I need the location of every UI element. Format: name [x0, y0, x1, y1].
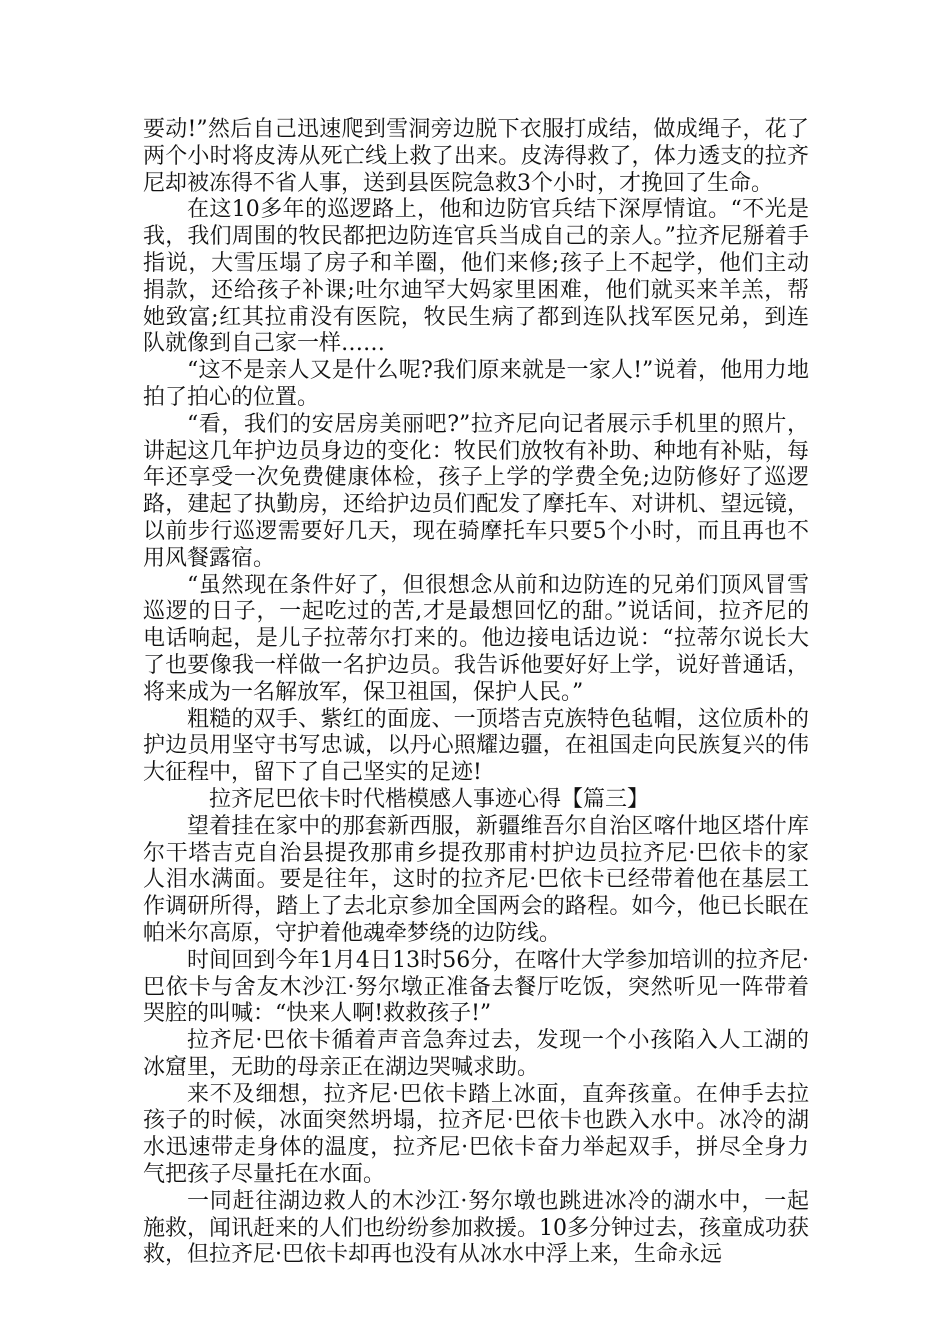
paragraph-conclusion: 粗糙的双手、紫红的面庞、一顶塔吉克族特色毡帽，这位质朴的护边员用坚守书写忠诚，以丹心照耀边疆，在祖国走向民族复兴的伟大征程中，留下了自己坚实的足迹! — [143, 706, 809, 786]
paragraph-new-housing: “看，我们的安居房美丽吧?”拉齐尼向记者展示手机里的照片，讲起这几年护边员身边的变化：牧民们放牧有补助、种地有补贴，每年还享受一次免费健康体检，孩子上学的学费全免;边防修好了巡逻路，建起了执勤房，还给护边员们配发了摩托车、对讲机、望远镜，以前步行巡逻需要好几天，现在骑摩托车只要5个小时，而且再也不用风餐露宿。 — [143, 411, 809, 571]
paragraph-patrol-friendship: 在这10多年的巡逻路上，他和边防官兵结下深厚情谊。“不光是我，我们周围的牧民都把边防连官兵当成自己的亲人。”拉齐尼掰着手指说，大雪压塌了房子和羊圈，他们来修;孩子上不起学，他们主动捐款，还给孩子补课;吐尔迪罕大妈家里困难，他们就买来羊羔，帮她致富;红其拉甫没有医院，牧民生病了都到连队找军医兄弟，到连队就像到自己家一样…… — [143, 197, 809, 357]
paragraph-new-suit: 望着挂在家中的那套新西服，新疆维吾尔自治区喀什地区塔什库尔干塔吉克自治县提孜那甫乡提孜那甫村护边员拉齐尼·巴依卡的家人泪水满面。要是往年，这时的拉齐尼·巴依卡已经带着他在基层工作调研所得，踏上了去北京参加全国两会的路程。如今，他已长眠在帕米尔高原，守护着他魂牵梦绕的边防线。 — [143, 813, 809, 946]
document-page — [143, 117, 809, 1269]
paragraph-family-quote: “这不是亲人又是什么呢?我们原来就是一家人!”说着，他用力地拍了拍心的位置。 — [143, 358, 809, 410]
paragraph-ice-rescue: 来不及细想，拉齐尼·巴依卡踏上冰面，直奔孩童。在伸手去拉孩子的时候，冰面突然坍塌，拉齐尼·巴依卡也跌入水中。冰冷的湖水迅速带走身体的温度，拉齐尼·巴依卡奋力举起双手，拼尽全身力气把孩子尽量托在水面。 — [143, 1081, 809, 1188]
paragraph-rushing: 拉齐尼·巴依卡循着声音急奔过去，发现一个小孩陷入人工湖的冰窟里，无助的母亲正在湖边哭喊求助。 — [143, 1028, 809, 1080]
paragraph-phone-call: “虽然现在条件好了，但很想念从前和边防连的兄弟们顶风冒雪巡逻的日子，一起吃过的苦,才是最想回忆的甜。”说话间，拉齐尼的电话响起，是儿子拉蒂尔打来的。他边接电话边说：“拉蒂尔说长大了也要像我一样做一名护边员。我告诉他要好好上学，说好普通话，将来成为一名解放军，保卫祖国，保护人民。” — [143, 572, 809, 705]
paragraph-rescue-outcome: 一同赶往湖边救人的木沙江·努尔墩也跳进冰冷的湖水中，一起施救，闻讯赶来的人们也纷纷参加救援。10多分钟过去，孩童成功获救，但拉齐尼·巴依卡却再也没有从冰水中浮上来，生命永远 — [143, 1188, 809, 1268]
paragraph-continued: 要动!”然后自己迅速爬到雪洞旁边脱下衣服打成结，做成绳子，花了两个小时将皮涛从死亡线上救了出来。皮涛得救了，体力透支的拉齐尼却被冻得不省人事，送到县医院急救3个小时，才挽回了生命。 — [143, 117, 809, 196]
paragraph-time-recall: 时间回到今年1月4日13时56分，在喀什大学参加培训的拉齐尼·巴依卡与舍友木沙江·努尔墩正准备去餐厅吃饭，突然听见一阵带着哭腔的叫喊：“快来人啊!救救孩子!” — [143, 947, 809, 1027]
section-heading: 拉齐尼巴依卡时代楷模感人事迹心得【篇三】 — [209, 786, 650, 812]
